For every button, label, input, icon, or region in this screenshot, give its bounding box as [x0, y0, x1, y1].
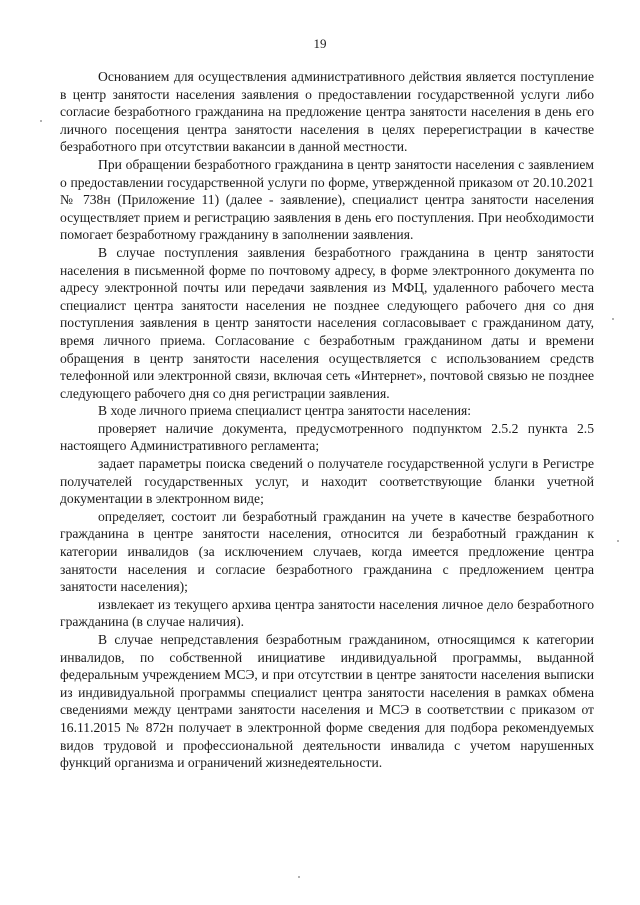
list-item-search-parameters: задает параметры поиска сведений о получателе государственной услуги в Регистре получателей государственных услуг, и находит соответствующие бланки учетной документации в электронном виде; — [60, 456, 594, 507]
scan-speck — [612, 318, 614, 320]
list-item-determine-status: определяет, состоит ли безработный гражданин на учете в качестве безработного гражданина в центре занятости населения, относится ли безработный гражданин к категории инвалидов (за исключением случаев, когда имеется предложение центра занятости населения и согласие безработного гражданина с предложением центра занятости населения); — [60, 508, 594, 595]
scan-speck — [617, 540, 619, 542]
paragraph-application-receipt: При обращении безработного гражданина в центр занятости населения с заявлением о предоставлении государственной услуги по форме, утвержденной приказом от 20.10.2021 № 738н (Приложение 11) (далее - заявление), специалист центра занятости населения осуществляет прием и регистрацию заявления в день его поступления. При необходимости помогает безработному гражданину в заполнении заявления. — [60, 156, 594, 243]
paragraph-disabled-program: В случае непредставления безработным гражданином, относящимся к категории инвалидов, по собственной инициативе индивидуальной программы, выданной федеральным учреждением МСЭ, и при отсутствии в центре занятости населения выписки из индивидуальной программы специалист центра занятости населения в рамках обмена сведениями между центрами занятости населения и МСЭ в соответствии с приказом от 16.11.2015 № 872н получает в электронной форме сведения для подбора рекомендуемых видов трудовой и профессиональной деятельности инвалида с учетом нарушенных функций организма и ограничений жизнедеятельности. — [60, 632, 594, 771]
page-number: 19 — [313, 36, 327, 51]
scan-speck — [40, 120, 42, 122]
paragraph-written-application: В случае поступления заявления безработного гражданина в центр занятости населения в письменной форме по почтовому адресу, в форме электронного документа по адресу электронной почты или передачи заявления из МФЦ, удаленного рабочего места специалист центра занятости населения не позднее следующего рабочего дня со дня поступления заявления в центр занятости населения согласовывает с гражданином дату, время личного приема. Согласование с безработным гражданином даты и времени обращения в центр занятости населения осуществляется с использованием средств телефонной или электронной связи, включая сеть «Интернет», почтовой связью не позднее следующего рабочего дня со дня регистрации заявления. — [60, 244, 594, 401]
paragraph-personal-reception-intro: В ходе личного приема специалист центра занятости населения: — [98, 403, 472, 419]
list-item-check-document: проверяет наличие документа, предусмотренного подпунктом 2.5.2 пункта 2.5 настоящего Административного регламента; — [60, 420, 594, 454]
paragraph-basis: Основанием для осуществления административного действия является поступление в центр занятости населения заявления о предоставлении государственной услуги либо согласие безработного гражданина на предложение центра занятости населения в день его личного посещения центра занятости населения в целях перерегистрации в качестве безработного при отсутствии вакансии в данной местности. — [60, 69, 594, 155]
list-item-retrieve-file: извлекает из текущего архива центра занятости населения личное дело безработного гражданина (в случае наличия). — [60, 596, 594, 630]
document-body — [60, 68, 594, 772]
scan-speck — [298, 876, 300, 878]
